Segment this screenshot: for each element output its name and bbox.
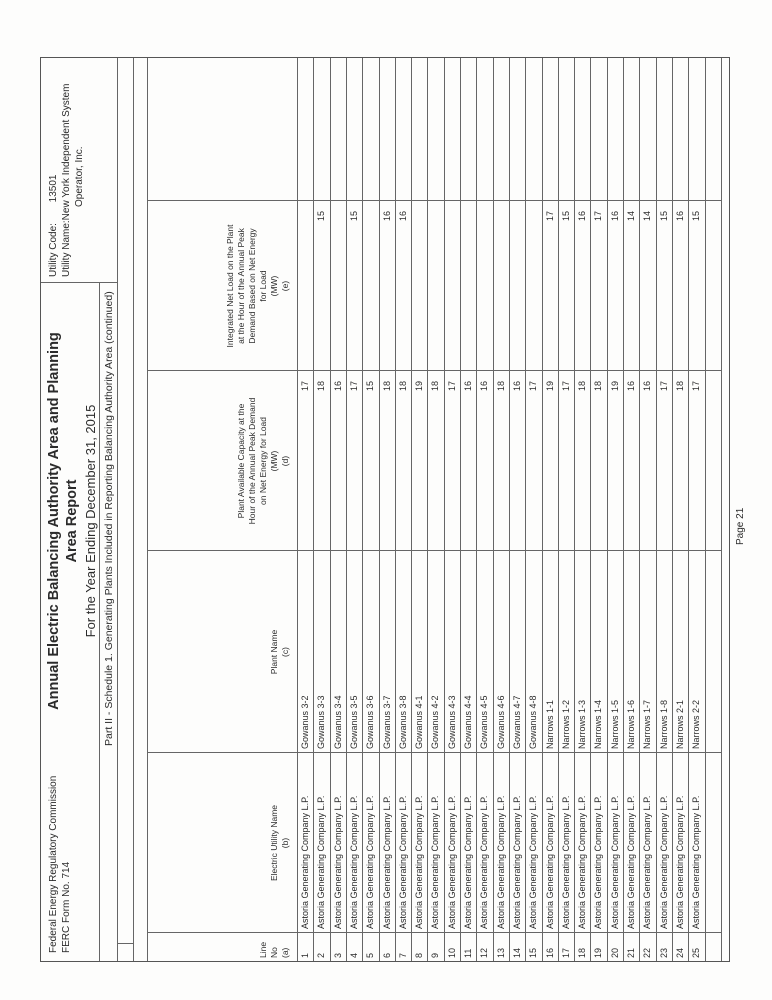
table-row [427,58,443,961]
cell-line: 12 [479,947,490,958]
col-header-plant-line: Plant Name [269,629,279,675]
cell-line: 10 [446,947,457,958]
cell-plant: Gowanus 4-3 [446,695,457,749]
col-header-net-load-line: (MW) [269,275,279,297]
table-row [590,58,606,961]
table-row [444,58,460,961]
cell-net-load: 16 [609,211,620,222]
cell-plant: Narrows 1-8 [658,699,669,749]
cell-utility: Astoria Generating Company L.P. [511,795,522,929]
cell-line: 1 [300,952,310,958]
col-header-line-no [258,933,291,961]
cell-capacity: 17 [300,381,310,392]
cell-line: 22 [642,947,653,958]
cell-capacity: 17 [348,381,359,392]
utility-info [47,62,86,277]
utility-code-value: 13501 [48,174,59,203]
cell-utility: Astoria Generating Company L.P. [593,795,604,929]
col-header-net-load-line: for Load [258,270,268,302]
cell-plant: Narrows 1-2 [560,699,571,749]
cell-line: 7 [397,952,408,958]
cell-net-load: 16 [381,211,392,222]
cell-utility: Astoria Generating Company L.P. [479,795,490,929]
table-row [411,58,427,961]
cell-capacity: 17 [691,381,702,392]
cell-net-load: 16 [577,211,588,222]
cell-capacity: 18 [593,381,604,392]
cell-utility: Astoria Generating Company L.P. [626,795,636,929]
cell-utility: Astoria Generating Company L.P. [691,795,702,929]
cell-capacity: 17 [658,381,669,392]
cell-utility: Astoria Generating Company L.P. [446,795,457,929]
cell-line: 23 [658,947,669,958]
cell-utility: Astoria Generating Company L.P. [577,795,588,929]
agency-name: Federal Energy Regulatory Commission [48,775,59,953]
cell-utility: Astoria Generating Company L.P. [430,795,441,929]
cell-line: 17 [560,947,571,958]
cell-line: 6 [381,952,392,958]
cell-utility: Astoria Generating Company L.P. [300,795,310,929]
cell-utility: Astoria Generating Company L.P. [528,795,539,929]
cell-plant: Narrows 1-1 [544,699,555,749]
table-row [362,58,378,961]
col-header-net-load [225,201,291,371]
cell-capacity: 19 [609,381,620,392]
title-line-1: Annual Electric Balancing Authority Area and Planning [46,332,62,710]
cell-plant: Gowanus 4-5 [479,695,490,749]
cell-utility: Astoria Generating Company L.P. [316,795,327,929]
cell-plant: Narrows 2-2 [691,699,702,749]
cell-utility: Astoria Generating Company L.P. [560,795,571,929]
cell-plant: Gowanus 3-3 [316,695,327,749]
cell-plant: Gowanus 4-6 [495,695,506,749]
cell-line: 9 [430,952,441,958]
form-sheet [40,57,730,962]
cell-utility: Astoria Generating Company L.P. [348,795,359,929]
cell-net-load: 16 [397,211,408,222]
table-row [639,58,655,961]
cell-plant: Narrows 1-3 [577,699,588,749]
cell-plant: Gowanus 4-1 [414,695,425,749]
cell-utility: Astoria Generating Company L.P. [414,795,425,929]
cell-capacity: 16 [511,381,522,392]
cell-capacity: 17 [446,381,457,392]
table-row [395,58,411,961]
cell-plant: Gowanus 3-4 [332,695,343,749]
utility-name-label: Utility Name: [61,220,72,277]
cell-capacity: 18 [577,381,588,392]
cell-net-load: 14 [626,211,636,222]
col-header-line-no-line: (a) [280,947,290,958]
cell-net-load: 14 [642,211,653,222]
cell-capacity: 15 [365,381,376,392]
col-header-net-load-line: at the Hour of the Annual Peak [236,228,246,344]
agency-label [47,776,73,953]
cell-net-load: 17 [544,211,555,222]
cell-line: 15 [528,947,539,958]
cell-utility: Astoria Generating Company L.P. [609,795,620,929]
cell-line: 5 [365,952,376,958]
cell-net-load: 15 [316,211,327,222]
table-row [656,58,672,961]
col-header-capacity-line: Plant Available Capacity at the [236,403,246,519]
cell-capacity: 16 [642,381,653,392]
col-header-utility [269,753,291,933]
cell-utility: Astoria Generating Company L.P. [495,795,506,929]
cell-capacity: 18 [381,381,392,392]
cell-capacity: 16 [463,381,473,392]
cell-plant: Gowanus 4-7 [511,695,522,749]
utility-code-label: Utility Code: [48,223,59,277]
cell-plant: Gowanus 4-4 [463,695,473,749]
cell-capacity: 18 [430,381,441,392]
col-header-capacity-line: (d) [280,455,290,467]
schedule-part-title: Part II - Schedule 1. Generating Plants Included in Reporting Balancing Authority Area (continued) [103,291,115,746]
table-row [672,58,688,961]
cell-utility: Astoria Generating Company L.P. [365,795,376,929]
cell-line: 16 [544,947,555,958]
cell-capacity: 18 [316,381,327,392]
cell-utility: Astoria Generating Company L.P. [381,795,392,929]
table-row [574,58,590,961]
cell-utility: Astoria Generating Company L.P. [544,795,555,929]
cell-net-load: 16 [674,211,685,222]
col-header-plant-line: (c) [280,647,290,657]
cell-plant: Narrows 1-7 [642,699,653,749]
cell-line: 25 [691,947,702,958]
table-row [623,58,639,961]
cell-line: 24 [674,947,685,958]
cell-line: 2 [316,952,327,958]
table-row [493,58,509,961]
table-row [688,58,704,961]
cell-plant: Gowanus 3-6 [365,695,376,749]
page-number: Page 21 [735,507,746,545]
cell-utility: Astoria Generating Company L.P. [658,795,669,929]
cell-utility: Astoria Generating Company L.P. [332,795,343,929]
table-row [509,58,525,961]
cell-net-load: 15 [691,211,702,222]
table-row [476,58,492,961]
col-header-capacity-line: Hour of the Annual Peak Demand [247,397,257,525]
cell-capacity: 18 [495,381,506,392]
cell-capacity: 18 [397,381,408,392]
cell-capacity: 18 [674,381,685,392]
table-row [379,58,395,961]
cell-line: 11 [463,948,473,958]
col-header-net-load-line: Integrated Net Load on the Plant [225,224,235,348]
cell-plant: Narrows 1-6 [626,699,636,749]
table-row [346,58,362,961]
cell-line: 20 [609,947,620,958]
cell-utility: Astoria Generating Company L.P. [642,795,653,929]
cell-capacity: 19 [414,381,425,392]
col-header-net-load-line: Demand Based on Net Energy [247,228,257,344]
col-header-line-no-line: No [269,947,279,958]
table-row [460,58,476,961]
cell-line: 19 [593,947,604,958]
col-header-utility-line: (b) [280,837,290,849]
cell-capacity: 16 [479,381,490,392]
col-header-line-no-line: Line [258,941,268,958]
cell-plant: Narrows 1-5 [609,699,620,749]
cell-line: 13 [495,947,506,958]
title-line-2: Area Report [64,479,80,563]
cell-line: 21 [626,947,636,958]
table-row [558,58,574,961]
table-row [525,58,541,961]
cell-capacity: 16 [626,381,636,392]
col-header-utility-line: Electric Utility Name [269,804,279,882]
cell-net-load: 15 [658,211,669,222]
report-title [45,291,81,751]
form-number: FERC Form No. 714 [61,861,72,953]
cell-plant: Gowanus 3-8 [397,695,408,749]
utility-name-line-1: New York Independent System [61,83,72,221]
cell-plant: Narrows 2-1 [674,699,685,749]
cell-net-load: 15 [560,211,571,222]
cell-line: 14 [511,947,522,958]
col-header-capacity [236,371,291,551]
report-period: For the Year Ending December 31, 2015 [83,404,98,638]
cell-capacity: 17 [528,381,539,392]
table-row [297,58,313,961]
cell-plant: Narrows 1-4 [593,699,604,749]
col-header-capacity-line: (MW) [269,450,279,472]
cell-line: 18 [577,947,588,958]
cell-plant: Gowanus 4-2 [430,695,441,749]
cell-utility: Astoria Generating Company L.P. [674,795,685,929]
table-row [607,58,623,961]
cell-capacity: 19 [544,381,555,392]
cell-net-load: 17 [593,211,604,222]
col-header-capacity-line: on Net Energy for Load [258,417,268,505]
cell-utility: Astoria Generating Company L.P. [397,795,408,929]
cell-capacity: 17 [560,381,571,392]
col-header-net-load-line: (e) [280,280,290,292]
table-row [313,58,329,961]
table-row [542,58,558,961]
cell-line: 3 [332,952,343,958]
cell-plant: Gowanus 3-7 [381,695,392,749]
cell-net-load: 15 [348,211,359,222]
cell-line: 8 [414,952,425,958]
col-header-plant [269,551,291,753]
cell-plant: Gowanus 4-8 [528,695,539,749]
cell-capacity: 16 [332,381,343,392]
table-row [330,58,346,961]
plants-table [147,58,707,961]
utility-name-line-2: Operator, Inc. [74,146,85,207]
cell-plant: Gowanus 3-5 [348,695,359,749]
cell-line: 4 [348,952,359,958]
cell-plant: Gowanus 3-2 [300,695,310,749]
cell-utility: Astoria Generating Company L.P. [463,795,473,929]
